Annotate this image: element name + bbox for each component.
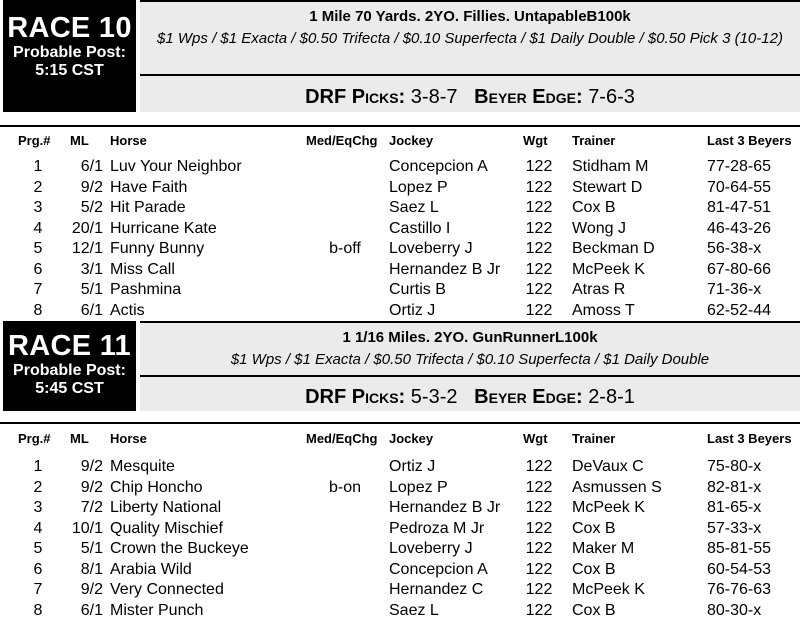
column-header-ml: ML	[70, 133, 89, 148]
horse-name: Chip Honcho	[110, 478, 203, 496]
last-3-beyers: 82-81-x	[707, 478, 762, 496]
program-number: 4	[33, 519, 43, 537]
program-number: 3	[33, 499, 43, 516]
race-badge	[3, 321, 136, 411]
weight: 122	[525, 199, 553, 216]
race-title: RACE 11	[8, 330, 131, 362]
morning-line-odds: 7/2	[80, 499, 103, 516]
weight: 122	[525, 560, 553, 578]
divider	[140, 74, 800, 76]
trainer-name: Asmussen S	[572, 478, 662, 496]
trainer-name: Wong J	[572, 219, 626, 237]
trainer-name: Cox B	[572, 199, 616, 216]
jockey-name: Saez L	[389, 199, 439, 216]
post-time: 5:15 CST	[35, 62, 104, 79]
picks-line	[140, 386, 800, 408]
morning-line-odds: 5/1	[80, 281, 103, 298]
morning-line-odds: 9/2	[80, 178, 103, 196]
column-header-beyers: Last 3 Beyers	[707, 133, 792, 148]
program-number: 2	[33, 178, 43, 196]
column-header-wgt: Wgt	[523, 133, 548, 148]
morning-line-odds: 6/1	[80, 601, 103, 619]
last-3-beyers: 77-28-65	[707, 158, 772, 175]
column-header-med: Med/EqChg	[306, 133, 378, 148]
jockey-name: Ortiz J	[389, 458, 436, 475]
trainer-name: Cox B	[572, 519, 616, 537]
medication-equipment: b-off	[329, 240, 361, 257]
jockey-name: Concepcion A	[389, 158, 488, 175]
program-number: 8	[33, 301, 43, 319]
horse-name: Hit Parade	[110, 199, 186, 216]
weight: 122	[525, 581, 553, 598]
column-header-prg: Prg.#	[18, 431, 51, 446]
weight: 122	[525, 281, 553, 298]
horse-name: Mister Punch	[110, 601, 204, 619]
race-info-panel	[140, 0, 800, 112]
column-header-wgt: Wgt	[523, 431, 548, 446]
weight: 122	[525, 499, 553, 516]
last-3-beyers: 85-81-55	[707, 540, 772, 557]
race-info-panel	[140, 321, 800, 411]
divider	[0, 422, 800, 424]
morning-line-odds: 6/1	[80, 301, 103, 319]
last-3-beyers: 60-54-53	[707, 560, 772, 578]
weight: 122	[525, 458, 553, 475]
morning-line-odds: 20/1	[71, 219, 103, 237]
program-number: 8	[33, 601, 43, 619]
last-3-beyers: 56-38-x	[707, 240, 762, 257]
morning-line-odds: 6/1	[80, 158, 103, 175]
horse-name: Have Faith	[110, 178, 188, 196]
horse-name: Liberty National	[110, 499, 222, 516]
program-number: 5	[33, 240, 43, 257]
jockey-name: Ortiz J	[389, 301, 436, 319]
race-wagers: $1 Wps / $1 Exacta / $0.50 Trifecta / $0.10 Superfecta / $1 Daily Double / $0.50 Pick 3 (10-12)	[157, 30, 783, 47]
race-conditions: 1 Mile 70 Yards. 2YO. Fillies. UntapableB100k	[309, 8, 631, 25]
last-3-beyers: 81-47-51	[707, 199, 772, 216]
drf-picks-value: 3-8-7	[410, 86, 458, 108]
trainer-name: Beckman D	[572, 240, 655, 257]
weight: 122	[525, 519, 553, 537]
program-number: 4	[33, 219, 43, 237]
morning-line-odds: 12/1	[71, 240, 103, 257]
morning-line-odds: 9/2	[80, 581, 103, 598]
jockey-name: Hernandez B Jr	[389, 260, 501, 278]
jockey-name: Pedroza M Jr	[389, 519, 485, 537]
last-3-beyers: 67-80-66	[707, 260, 772, 278]
probable-post-label: Probable Post:	[13, 362, 126, 379]
weight: 122	[525, 240, 553, 257]
column-header-jockey: Jockey	[389, 133, 434, 148]
race-header	[0, 321, 800, 411]
drf-picks-label: DRF Picks:	[305, 86, 406, 108]
last-3-beyers: 71-36-x	[707, 281, 762, 298]
horse-name: Funny Bunny	[110, 240, 205, 257]
trainer-name: Cox B	[572, 601, 616, 619]
program-number: 6	[33, 260, 43, 278]
morning-line-odds: 10/1	[71, 519, 103, 537]
morning-line-odds: 9/2	[80, 458, 103, 475]
weight: 122	[525, 260, 553, 278]
beyer-edge-label: Beyer Edge:	[474, 86, 583, 108]
column-header-jockey: Jockey	[389, 431, 434, 446]
weight: 122	[525, 301, 553, 319]
morning-line-odds: 5/1	[80, 540, 103, 557]
weight: 122	[525, 601, 553, 619]
morning-line-odds: 5/2	[80, 199, 103, 216]
column-header-horse: Horse	[110, 133, 147, 148]
horse-name: Crown the Buckeye	[110, 540, 249, 557]
drf-picks-value: 5-3-2	[410, 386, 458, 408]
trainer-name: McPeek K	[572, 499, 645, 516]
trainer-name: Maker M	[572, 540, 635, 557]
beyer-edge-value: 7-6-3	[588, 86, 635, 108]
last-3-beyers: 46-43-26	[707, 219, 772, 237]
last-3-beyers: 62-52-44	[707, 301, 772, 319]
program-number: 6	[33, 560, 43, 578]
drf-picks-label: DRF Picks:	[305, 386, 406, 408]
program-number: 3	[33, 199, 43, 216]
jockey-name: Loveberry J	[389, 240, 473, 257]
program-number: 1	[33, 158, 43, 175]
last-3-beyers: 70-64-55	[707, 178, 772, 196]
race-badge	[3, 0, 136, 112]
trainer-name: McPeek K	[572, 260, 645, 278]
divider	[140, 375, 800, 377]
trainer-name: McPeek K	[572, 581, 645, 598]
jockey-name: Saez L	[389, 601, 439, 619]
weight: 122	[525, 178, 553, 196]
beyer-edge-label: Beyer Edge:	[474, 386, 583, 408]
program-number: 2	[33, 478, 43, 496]
program-number: 7	[33, 581, 43, 598]
column-header-beyers: Last 3 Beyers	[707, 431, 792, 446]
post-time: 5:45 CST	[35, 380, 104, 397]
jockey-name: Loveberry J	[389, 540, 473, 557]
horse-name: Luv Your Neighbor	[110, 158, 242, 175]
column-header-horse: Horse	[110, 431, 147, 446]
jockey-name: Concepcion A	[389, 560, 488, 578]
weight: 122	[525, 478, 553, 496]
trainer-name: Stidham M	[572, 158, 649, 175]
weight: 122	[525, 540, 553, 557]
jockey-name: Hernandez B Jr	[389, 499, 501, 516]
program-number: 5	[33, 540, 43, 557]
horse-name: Pashmina	[110, 281, 182, 298]
trainer-name: Cox B	[572, 560, 616, 578]
race-conditions: 1 1/16 Miles. 2YO. GunRunnerL100k	[342, 329, 598, 346]
morning-line-odds: 8/1	[80, 560, 103, 578]
morning-line-odds: 9/2	[80, 478, 103, 496]
race-header	[0, 0, 800, 112]
last-3-beyers: 81-65-x	[707, 499, 762, 516]
jockey-name: Hernandez C	[389, 581, 484, 598]
trainer-name: DeVaux C	[572, 458, 644, 475]
column-header-prg: Prg.#	[18, 133, 51, 148]
jockey-name: Lopez P	[389, 178, 448, 196]
race-title: RACE 10	[7, 12, 132, 44]
picks-line	[140, 86, 800, 108]
jockey-name: Curtis B	[389, 281, 446, 298]
jockey-name: Castillo I	[389, 219, 451, 237]
horse-name: Actis	[110, 301, 145, 319]
last-3-beyers: 76-76-63	[707, 581, 772, 598]
column-header-ml: ML	[70, 431, 89, 446]
race-section	[0, 321, 800, 619]
weight: 122	[525, 158, 553, 175]
trainer-name: Atras R	[572, 281, 626, 298]
divider	[0, 125, 800, 127]
column-header-med: Med/EqChg	[306, 431, 378, 446]
horse-name: Arabia Wild	[110, 560, 192, 578]
horse-name: Mesquite	[110, 458, 175, 475]
morning-line-odds: 3/1	[80, 260, 103, 278]
weight: 122	[525, 219, 553, 237]
trainer-name: Amoss T	[572, 301, 635, 319]
race-wagers: $1 Wps / $1 Exacta / $0.50 Trifecta / $0.10 Superfecta / $1 Daily Double	[230, 351, 710, 368]
column-header-trainer: Trainer	[572, 133, 616, 148]
program-number: 7	[33, 281, 43, 298]
last-3-beyers: 75-80-x	[707, 458, 762, 475]
last-3-beyers: 57-33-x	[707, 519, 762, 537]
horse-name: Hurricane Kate	[110, 219, 217, 237]
program-number: 1	[33, 458, 43, 475]
column-header-trainer: Trainer	[572, 431, 616, 446]
medication-equipment: b-on	[328, 478, 362, 496]
horse-name: Very Connected	[110, 581, 224, 598]
jockey-name: Lopez P	[389, 478, 448, 496]
probable-post-label: Probable Post:	[13, 44, 126, 61]
beyer-edge-value: 2-8-1	[588, 386, 635, 408]
horse-name: Quality Mischief	[110, 519, 223, 537]
horse-name: Miss Call	[110, 260, 175, 278]
last-3-beyers: 80-30-x	[707, 601, 762, 619]
trainer-name: Stewart D	[572, 178, 643, 196]
